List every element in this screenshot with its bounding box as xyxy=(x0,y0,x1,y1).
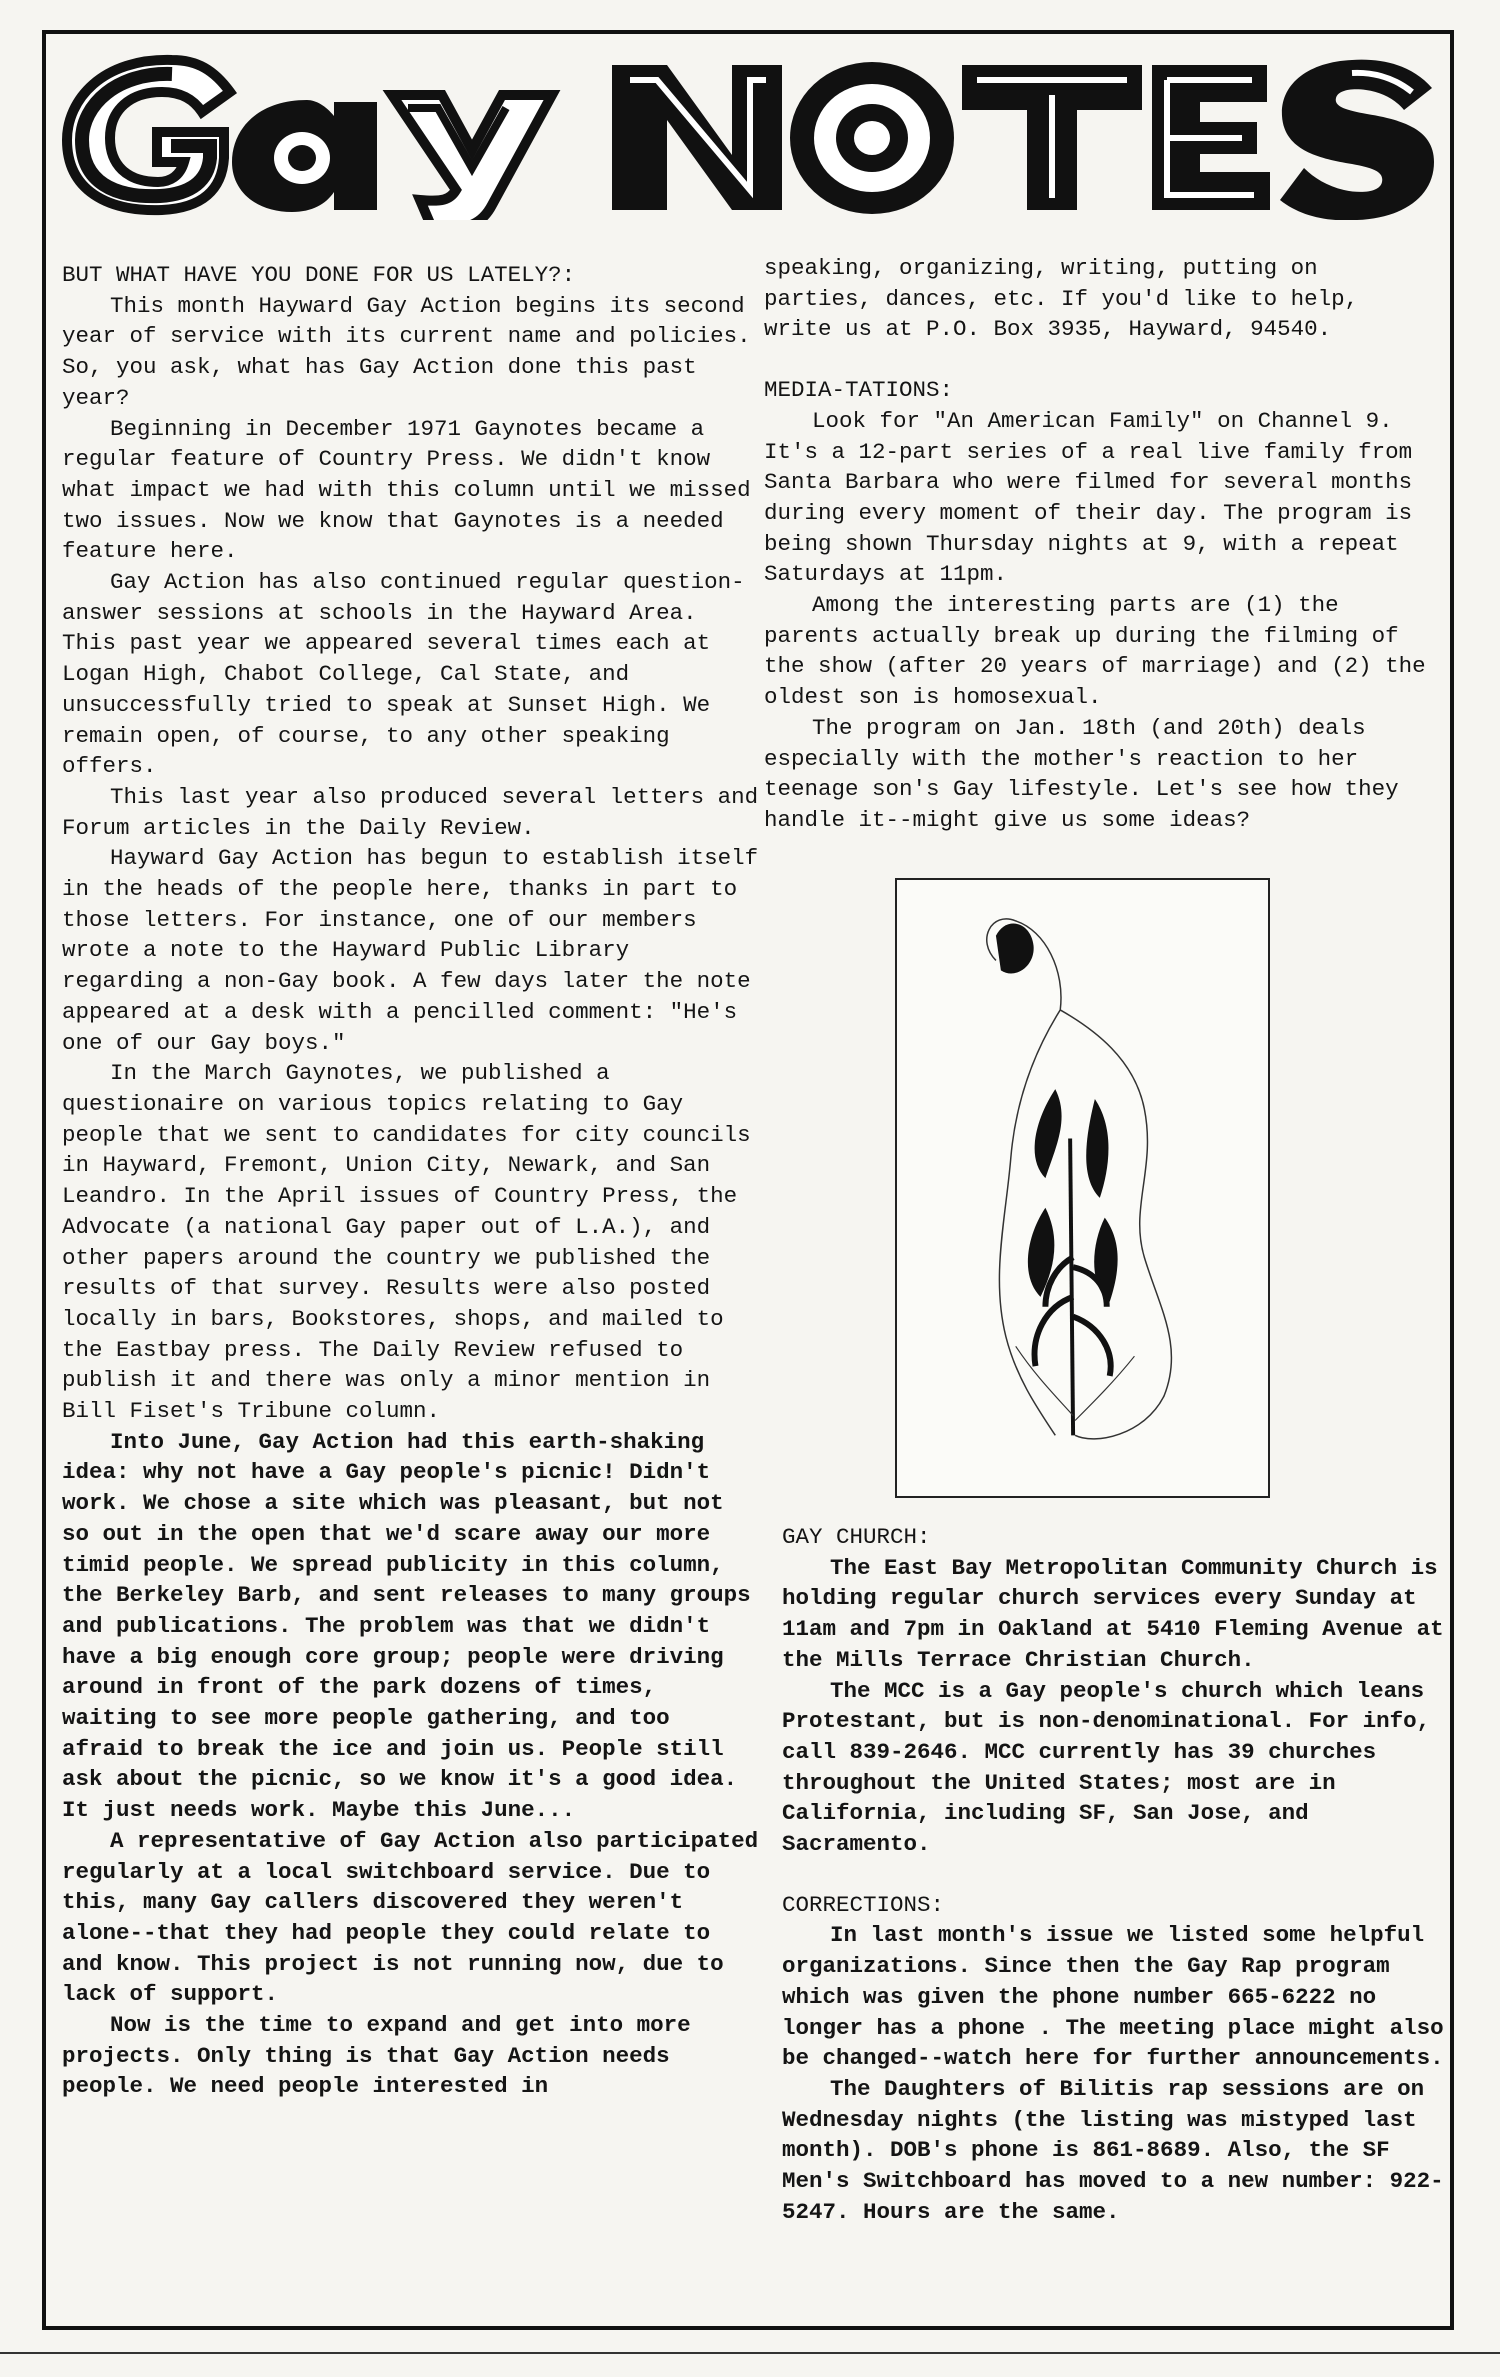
paragraph: Now is the time to expand and get into more projects. Only thing is that Gay Action needs people. We need people interested in xyxy=(62,2012,691,2100)
article-column-right-bottom xyxy=(782,1522,1452,2227)
paragraph: Hayward Gay Action has begun to establish itself in the heads of the people here, thanks in part to those letters. For instance, one of our members wrote a note to the Hayward Public Library regarding a non-Gay book. A few days later the note appeared at a desk with a pencilled comment: "He's one of our Gay boys." xyxy=(62,845,759,1056)
article-column-left xyxy=(62,260,762,2102)
section-heading-media: MEDIA-TATIONS: xyxy=(764,377,954,404)
masthead-logo xyxy=(52,40,1447,220)
paragraph: This month Hayward Gay Action begins its second year of service with its current name and policies. So, you ask, what has Gay Action done this past year? xyxy=(62,292,751,411)
section-heading-corrections: CORRECTIONS: xyxy=(782,1891,945,1918)
section-heading-lately: BUT WHAT HAVE YOU DONE FOR US LATELY?: xyxy=(62,262,576,288)
paragraph: In last month's issue we listed some helpful organizations. Since then the Gay Rap program which was given the phone number 665-6222 no longer has a phone . The meeting place might also be changed--watch here for further announcements. xyxy=(782,1922,1444,2072)
spacer xyxy=(782,1860,1452,1890)
masthead-lettering xyxy=(52,40,1447,220)
paragraph: This last year also produced several letters and Forum articles in the Daily Review. xyxy=(62,783,759,841)
paragraph: The MCC is a Gay people's church which leans Protestant, but is non-denominational. For info, call 839-2646. MCC currently has 39 churches throughout the United States; most are in California, including SF, San Jose, and Sacramento. xyxy=(782,1677,1431,1858)
paragraph: The East Bay Metropolitan Community Church is holding regular church services every Sunday at 11am and 7pm in Oakland at 5410 Fleming Avenue at the Mills Terrace Christian Church. xyxy=(782,1554,1444,1673)
figure-illustration xyxy=(895,878,1270,1498)
continuation-paragraph: speaking, organizing, writing, putting on parties, dances, etc. If you'd like to help, write us at P.O. Box 3935, Hayward, 94540. xyxy=(764,255,1359,343)
article-column-right-top xyxy=(764,253,1434,836)
section-heading-church: GAY CHURCH: xyxy=(782,1524,931,1550)
paragraph: A representative of Gay Action also participated regularly at a local switchboard service. Due to this, many Gay callers discovered they weren't alone--that they had people they could relate to and know. This project is not running now, due to lack of support. xyxy=(62,1827,759,2008)
spacer xyxy=(764,345,1434,375)
paragraph: In the March Gaynotes, we published a questionaire on various topics relating to Gay people that we sent to candidates for city councils in Hayward, Fremont, Union City, Newark, and San Leandro. In the April issues of Country Press, the Advocate (a national Gay paper out of L.A.), and other papers around the country we published the results of that survey. Results were also posted locally in bars, Bookstores, shops, and mailed to the Eastbay press. The Daily Review refused to publish it and there was only a minor mention in Bill Fiset's Tribune column. xyxy=(62,1060,751,1425)
paragraph: Gay Action has also continued regular question-answer sessions at schools in the Hayward Area. This past year we appeared several times each at Logan High, Chabot College, Cal State, and unsuccessfully tried to speak at Sunset High. We remain open, of course, to any other speaking offers. xyxy=(62,569,745,780)
page-bottom-rule xyxy=(0,2352,1500,2354)
paragraph: Look for "An American Family" on Channel 9. It's a 12-part series of a real live family from Santa Barbara who were filmed for several months during every moment of their day. The program is being shown Thursday nights at 9, with a repeat Saturdays at 11pm. xyxy=(764,407,1413,588)
abstract-figure-drawing xyxy=(897,880,1268,1496)
paragraph: The program on Jan. 18th (and 20th) deals especially with the mother's reaction to her teenage son's Gay lifestyle. Let's see how they handle it--might give us some ideas? xyxy=(764,714,1399,833)
paragraph: Among the interesting parts are (1) the parents actually break up during the filming of the show (after 20 years of marriage) and (2) the oldest son is homosexual. xyxy=(764,592,1426,711)
page-edge-scrap xyxy=(0,0,1500,26)
paragraph: The Daughters of Bilitis rap sessions are on Wednesday nights (the listing was mistyped last month). DOB's phone is 861-8689. Also, the SF Men's Switchboard has moved to a new number: 922-5247. Hours are the same. xyxy=(782,2075,1444,2225)
paragraph: Beginning in December 1971 Gaynotes became a regular feature of Country Press. We didn't know what impact we had with this column until we missed two issues. Now we know that Gaynotes is a needed feature here. xyxy=(62,415,751,565)
paragraph: Into June, Gay Action had this earth-shaking idea: why not have a Gay people's picnic! Didn't work. We chose a site which was pleasant, but not so out in the open that we'd scare away our more timid people. We spread publicity in this column, the Berkeley Barb, and sent releases to many groups and publications. The problem was that we didn't have a big enough core group; people were driving around in front of the park dozens of times, waiting to see more people gathering, and too afraid to break the ice and join us. People still ask about the picnic, so we know it's a good idea. It just needs work. Maybe this June... xyxy=(62,1428,751,1824)
